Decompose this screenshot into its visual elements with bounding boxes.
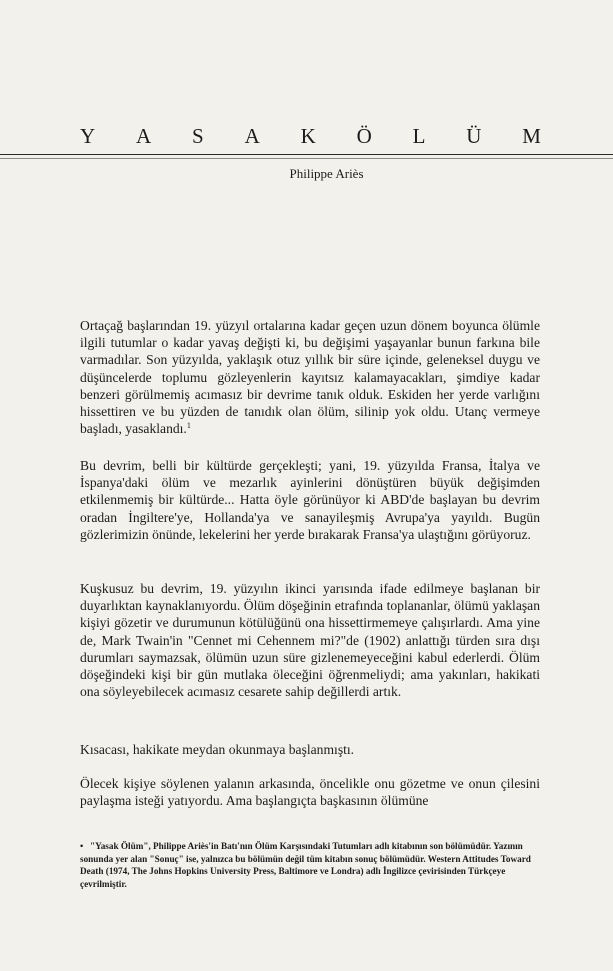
title-letter: A	[244, 124, 262, 148]
title-letter: M	[522, 124, 543, 148]
footnote	[80, 840, 548, 890]
author-name: Philippe Ariès	[289, 166, 364, 181]
title-letter: Y	[80, 124, 98, 148]
title-letter: S	[192, 124, 206, 148]
paragraph-text: Bu devrim, belli bir kültürde gerçekleşti; yani, 19. yüzyılda Fransa, İtalya ve İspanya'daki ölüm ve mezarlık ayinlerini dönüştüren büyük değişimden etkilenmemiş bir kültürde... Hatta öyle görünüyor ki ABD'de başlayan bu devrim oradan İngiltere'ye, Hollanda'ya ve sanayileşmiş Avrupa'ya yayıldı. Bugün gözlerimizin önünde, lekelerini her yerde bırakarak Fransa'ya ulaştığını görüyoruz.	[80, 458, 540, 542]
paragraph-text: Kısacası, hakikate meydan okunmaya başlanmıştı.	[80, 742, 355, 757]
title-letter: Ü	[466, 124, 484, 148]
paragraph-text: Ortaçağ başlarından 19. yüzyıl ortalarına kadar geçen uzun dönem boyunca ölümle ilgili tutumlar o kadar yavaş değişti ki, bu değişimi yaşayanlar bunun farkına bile varmadılar. Son yüzyılda, yaklaşık otuz yıllık bir süre içinde, geleneksel duygu ve düşüncelerde toplumu gözleyenlerin kayıtsız kalamayacakları, şimdiye kadar benzeri görülmemiş acımasız bir devrime tanık olduk. Eskiden her yerde varlığını hissettiren ve bu yüzden de tanıdık olan ölüm, silinip yok oldu. Utanç vermeye başladı, yasaklandı.	[80, 318, 540, 437]
title-rule-bottom	[0, 158, 613, 159]
paragraph-text: Ölecek kişiye söylenen yalanın arkasında, öncelikle onu gözetme ve onun çilesini paylaşma isteği yatıyordu. Ama başlangıçta başkasının ölümüne	[80, 776, 540, 809]
paragraph-text: Kuşkusuz bu devrim, 19. yüzyılın ikinci yarısında ifade edilmeye başlanan bir duyarlıktan kaynaklanıyordu. Ölüm döşeğinin etrafında toplananlar, ölümü yaklaşan kişiyi gözetir ve durumunun kötülüğünü ona hissettirmemeye çalışırlardı. Ama yine de, Mark Twain'in "Cennet mi Cehennem mi?"de (1902) anlattığı türden sıra dışı durumları saymazsak, ölümün uzun süre gizlenemeyeceğini kabul ederlerdi. Ölüm döşeğindeki kişi bir gün mutlaka öleceğini öğrenmeliydi; ama yakınları, hakikati ona söyleyebilecek acımasız cesarete sahip değillerdi artık.	[80, 581, 540, 700]
paragraph-1	[80, 317, 540, 437]
footnote-text: "Yasak Ölüm", Philippe Ariès'in Batı'nın Ölüm Karşısındaki Tutumları adlı kitabının son bölümüdür. Yazının sonunda yer alan "Sonuç" ise, yalnızca bu bölümün değil tüm kitabın sonuç bölümüdür. Western Attitudes Toward Death (1974, The Johns Hopkins University Press, Baltimore ve Londra) adlı İngilizce çevirisinden Türkçeye çevrilmiştir.	[80, 841, 531, 889]
paragraph-3	[80, 580, 540, 700]
title-letter: L	[412, 124, 428, 148]
paragraph-2	[80, 457, 540, 543]
footnote-ref: 1	[186, 421, 191, 431]
title-rule-top	[0, 154, 613, 155]
title-letter: Ö	[356, 124, 374, 148]
footnote-marker: •	[80, 841, 84, 851]
chapter-title	[80, 124, 543, 149]
title-letter: K	[300, 124, 318, 148]
title-letter: A	[136, 124, 154, 148]
paragraph-5	[80, 775, 540, 809]
paragraph-4	[80, 741, 540, 758]
